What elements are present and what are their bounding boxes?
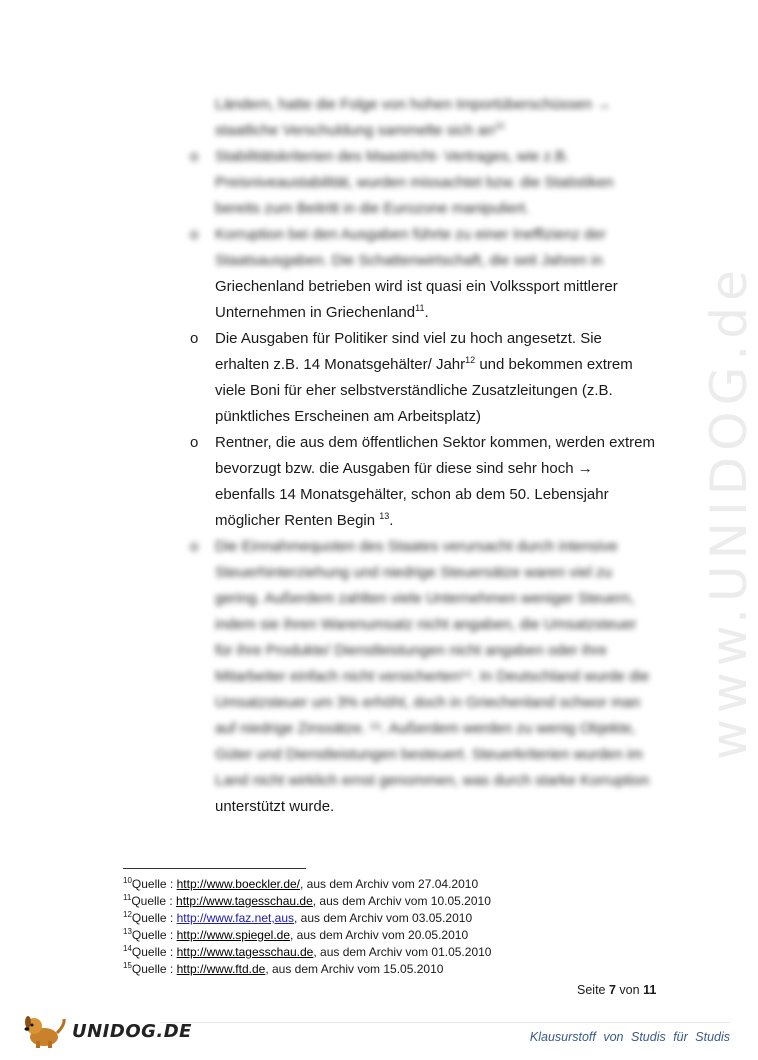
bullet-marker: o [190,226,199,243]
blurred-line: für ihre Produkte/ Dienstleistungen nicht angaben oder ihre [215,642,607,659]
watermark: www.UNIDOG.de [700,264,758,760]
blurred-line: Güter und Dienstleistungen besteuert. Steuerkriterien wurden im [215,746,643,763]
footnotes [123,876,491,978]
blurred-line: bereits zum Beitritt in die Eurozone manipuliert. [215,200,530,217]
dog-icon [20,1013,70,1049]
text-line: Unternehmen in Griechenland$^{11}$. [215,303,429,321]
footnote: $^{15}$Quelle : http://www.ftd.de, aus dem Archiv vom 15.05.2010 [123,961,444,976]
footnote-link[interactable]: http://www.tagesschau.de [176,945,314,959]
footnote: $^{11}$Quelle : http://www.tagesschau.de, aus dem Archiv vom 10.05.2010 [123,893,491,908]
footnote: $^{13}$Quelle : http://www.spiegel.de, aus dem Archiv vom 20.05.2010 [123,927,469,942]
blurred-line: Steuerhinterziehung und niedrige Steuersätze waren viel zu [215,564,612,581]
logo-text: UNIDOG.DE [72,1021,192,1042]
footnote-link[interactable]: http://www.spiegel.de [176,928,291,942]
list-item: o Die Ausgaben für Politiker sind viel zu hoch angesetzt. Sie erhalten z.B. 14 Monatsgehälter/ Jahr$^{12}$ und bekommen extrem viele Boni für eher selbstverständliche Zusatzleitungen (z.B. pünktliches Erscheinen am Arbeitsplatz) [190,326,660,430]
blurred-line: o Stabilitätskriterien des Maastricht- Vertrages, wie z.B. [190,144,660,170]
blurred-line: o Korruption bei den Ausgaben führte zu einer Ineffizienz der [190,222,660,248]
blurred-line: Staatsausgaben. Die Schattenwirtschaft, die seit Jahren in [215,252,603,269]
blurred-line: indem sie ihren Warenumsatz nicht angaben, die Umsatzsteuer [215,616,637,633]
body-text [190,92,660,820]
clear-section [190,274,660,534]
blurred-line: Land nicht wirklich ernst genommen, was durch starke Korruption [215,772,650,789]
footnote-ref: 12 [465,355,476,365]
blurred-bottom-section [190,534,660,794]
footnote-link[interactable]: http://www.tagesschau.de [176,894,313,908]
footer-divider [160,1022,730,1023]
bullet-marker: o [190,538,199,555]
blurred-top-section [190,92,660,274]
bullet-marker: o [190,434,199,451]
footnote: $^{10}$Quelle : http://www.boeckler.de/, aus dem Archiv vom 27.04.2010 [123,876,479,891]
blurred-line: Ländern, hatte die Folge von hohen Importüberschüssen → [215,96,612,113]
blurred-line: staatliche Verschuldung sammelte sich $an^{10}$ [215,121,505,139]
text-line: Griechenland betrieben wird ist quasi ein Volkssport mittlerer [215,278,618,295]
footnote-link[interactable]: http://www.boeckler.de/ [176,877,301,891]
unidog-logo [20,1013,192,1049]
footnote: $^{14}$Quelle : http://www.tagesschau.de, aus dem Archiv vom 01.05.2010 [123,944,492,959]
footnote-separator [123,868,306,869]
blurred-line: Umsatzsteuer um 3% erhöht, doch in Griechenland schwor man [215,694,641,711]
bullet-marker: o [190,330,199,347]
bullet-marker: o [190,148,199,165]
slogan: Klausurstoff von Studis für Studis [529,1030,730,1044]
footnote-ref: 13 [379,511,390,521]
page-number: Seite 7 von 11 [577,983,657,997]
blurred-line: gering. Außerdem zahlten viele Unternehmen weniger Steuern, [215,590,635,607]
footnote-link[interactable]: http://www.faz.net,aus [176,911,295,925]
blurred-line: o Die Einnahmequoten des Staates verursacht durch intensive [190,534,660,560]
list-item: o Rentner, die aus dem öffentlichen Sektor kommen, werden extrem bevorzugt bzw. die Ausgaben für diese sind sehr hoch → ebenfalls 14 Monatsgehälter, schon ab dem 50. Lebensjahr möglicher Renten Begin $^{13}$. [190,430,660,534]
text-line: unterstützt wurde. [215,798,335,815]
footnote: $^{12}$Quelle : http://www.faz.net,aus, aus dem Archiv vom 03.05.2010 [123,910,473,925]
blurred-line: auf niedrige Zinssätze. ¹⁵. Außerdem werden zu wenig Objekte, [215,720,636,737]
footnote-ref: 11 [415,303,425,313]
footnote-link[interactable]: http://www.ftd.de [176,962,266,976]
blurred-line: Mitarbeiter einfach nicht versicherten¹⁴. In Deutschland wurde die [215,668,650,685]
blurred-line: Preisniveaustabilität, wurden missachtet bzw. die Statistiken [215,174,614,191]
